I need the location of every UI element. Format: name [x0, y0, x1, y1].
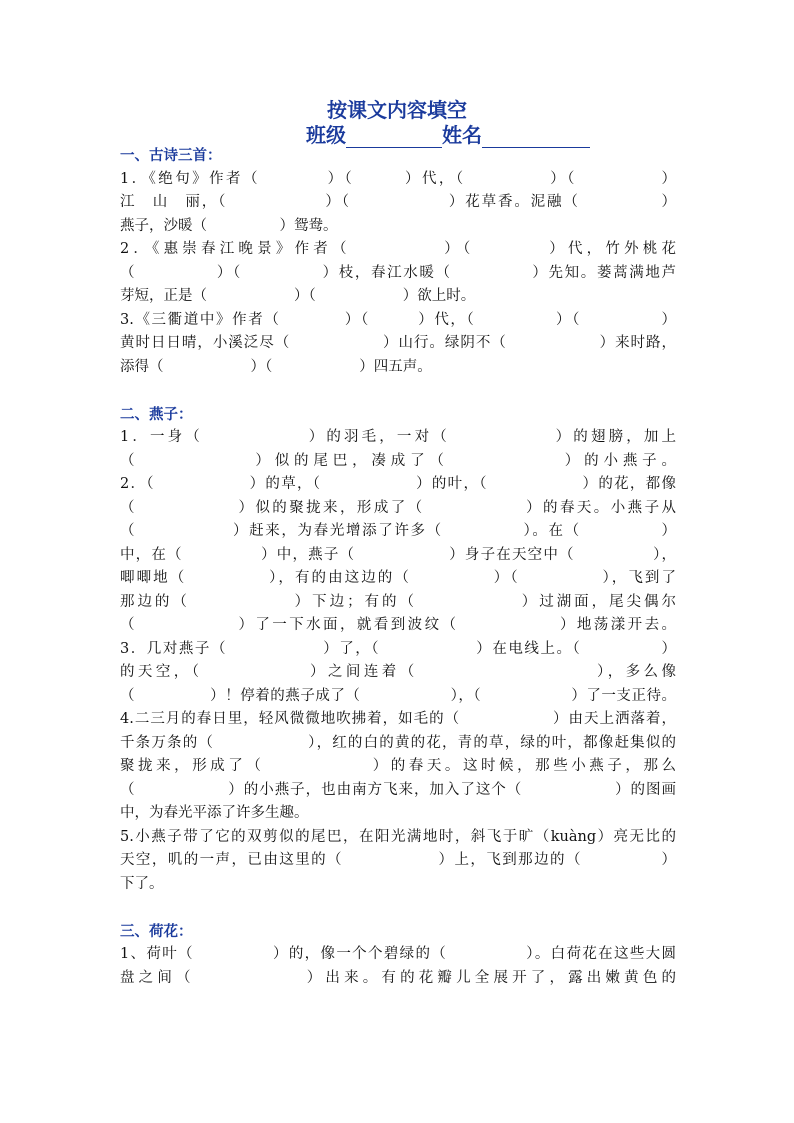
- question-line: 中，在（ ）中，燕子（ ）身子在天空中（ ），: [120, 546, 676, 563]
- question-line: 添得（ ）（ ）四五声。: [120, 358, 432, 375]
- question-line: 芽短，正是（ ）（ ）欲上时。: [120, 288, 476, 304]
- section-spacer: [120, 896, 676, 920]
- question-line: （ ）似的尾巴，凑成了（ ）的小燕子。: [120, 452, 676, 469]
- question-line: 2．《惠崇春江晚景》作者（ ）（ ）代，竹外桃花: [120, 241, 676, 257]
- question-line: 千条万条的（ ），红的白的黄的花，青的草，绿的叶，都像赶集似的: [120, 734, 676, 751]
- question-line: （ ）（ ）枝，春江水暖（ ）先知。蒌蒿满地芦: [120, 264, 676, 281]
- question-line: 3.《三衢道中》作者（ ）（ ）代，（ ）（ ）: [120, 311, 676, 328]
- question-line: 江 山 丽，（ ）（ ）花草香。泥融（ ）: [120, 194, 676, 210]
- class-label: 班级: [306, 123, 346, 147]
- worksheet-content: [120, 144, 676, 990]
- name-label: 姓名: [442, 123, 482, 147]
- page-title: 按课文内容填空: [327, 98, 467, 122]
- question-line: 天空，叽的一声，已由这里的（ ）上，飞到那边的（ ）: [120, 852, 676, 868]
- question-line: 1、荷叶（ ）的，像一个个碧绿的（ ）。白荷花在这些大圆: [120, 946, 676, 962]
- question-line: 1．《绝句》作者（ ）（ ）代，（ ）（ ）: [120, 170, 676, 187]
- question-line: 4.二三月的春日里，轻风微微地吹拂着，如毛的（ ）由天上洒落着，: [120, 711, 676, 727]
- question-line: （ ）的小燕子，也由南方飞来，加入了这个（ ）的图画: [120, 781, 676, 798]
- section-heading: 一、古诗三首：: [120, 147, 222, 164]
- question-line: （ ）！停着的燕子成了（ ），（ ）了一支正待。: [120, 687, 676, 704]
- question-line: 燕子，沙暖（ ）鸳鸯。: [120, 217, 338, 234]
- section-heading: 二、燕子：: [120, 405, 193, 423]
- question-line: 那边的（ ）下边；有的（ ）过湖面，尾尖偶尔: [120, 593, 676, 610]
- question-line: 的天空，（ ）之间连着（ ），多么像: [120, 664, 676, 680]
- question-line: 1．一身（ ）的羽毛，一对（ ）的翅膀，加上: [120, 429, 676, 445]
- question-line: 唧唧地（ ），有的由这边的（ ）（ ），飞到了: [120, 570, 676, 586]
- question-line: 黄时日日晴，小溪泛尽（ ）山行。绿阴不（ ）来时路，: [120, 335, 676, 351]
- question-line: 盘之间（ ）出来。有的花瓣儿全展开了，露出嫩黄色的: [120, 969, 676, 986]
- question-line: 中，为春光平添了许多生趣。: [120, 805, 309, 821]
- question-line: （ ）似的聚拢来，形成了（ ）的春天。小燕子从: [120, 499, 676, 516]
- question-line: 5.小燕子带了它的双剪似的尾巴，在阳光满地时，斜飞于旷（kuàng）亮无比的: [120, 828, 676, 845]
- section-spacer: [120, 379, 676, 403]
- question-line: 下了。: [120, 875, 164, 892]
- question-line: （ ）了一下水面，就看到波纹（ ）地荡漾开去。: [120, 617, 676, 633]
- question-line: （ ）赶来，为春光增添了许多（ ）。在（ ）: [120, 523, 676, 539]
- question-line: 聚拢来，形成了（ ）的春天。这时候，那些小燕子，那么: [120, 758, 676, 774]
- question-line: 3．几对燕子（ ）了，（ ）在电线上。（ ）: [120, 640, 676, 657]
- section-heading: 三、荷花：: [120, 922, 193, 940]
- question-line: 2．（ ）的草，（ ）的叶，（ ）的花，都像: [120, 476, 676, 492]
